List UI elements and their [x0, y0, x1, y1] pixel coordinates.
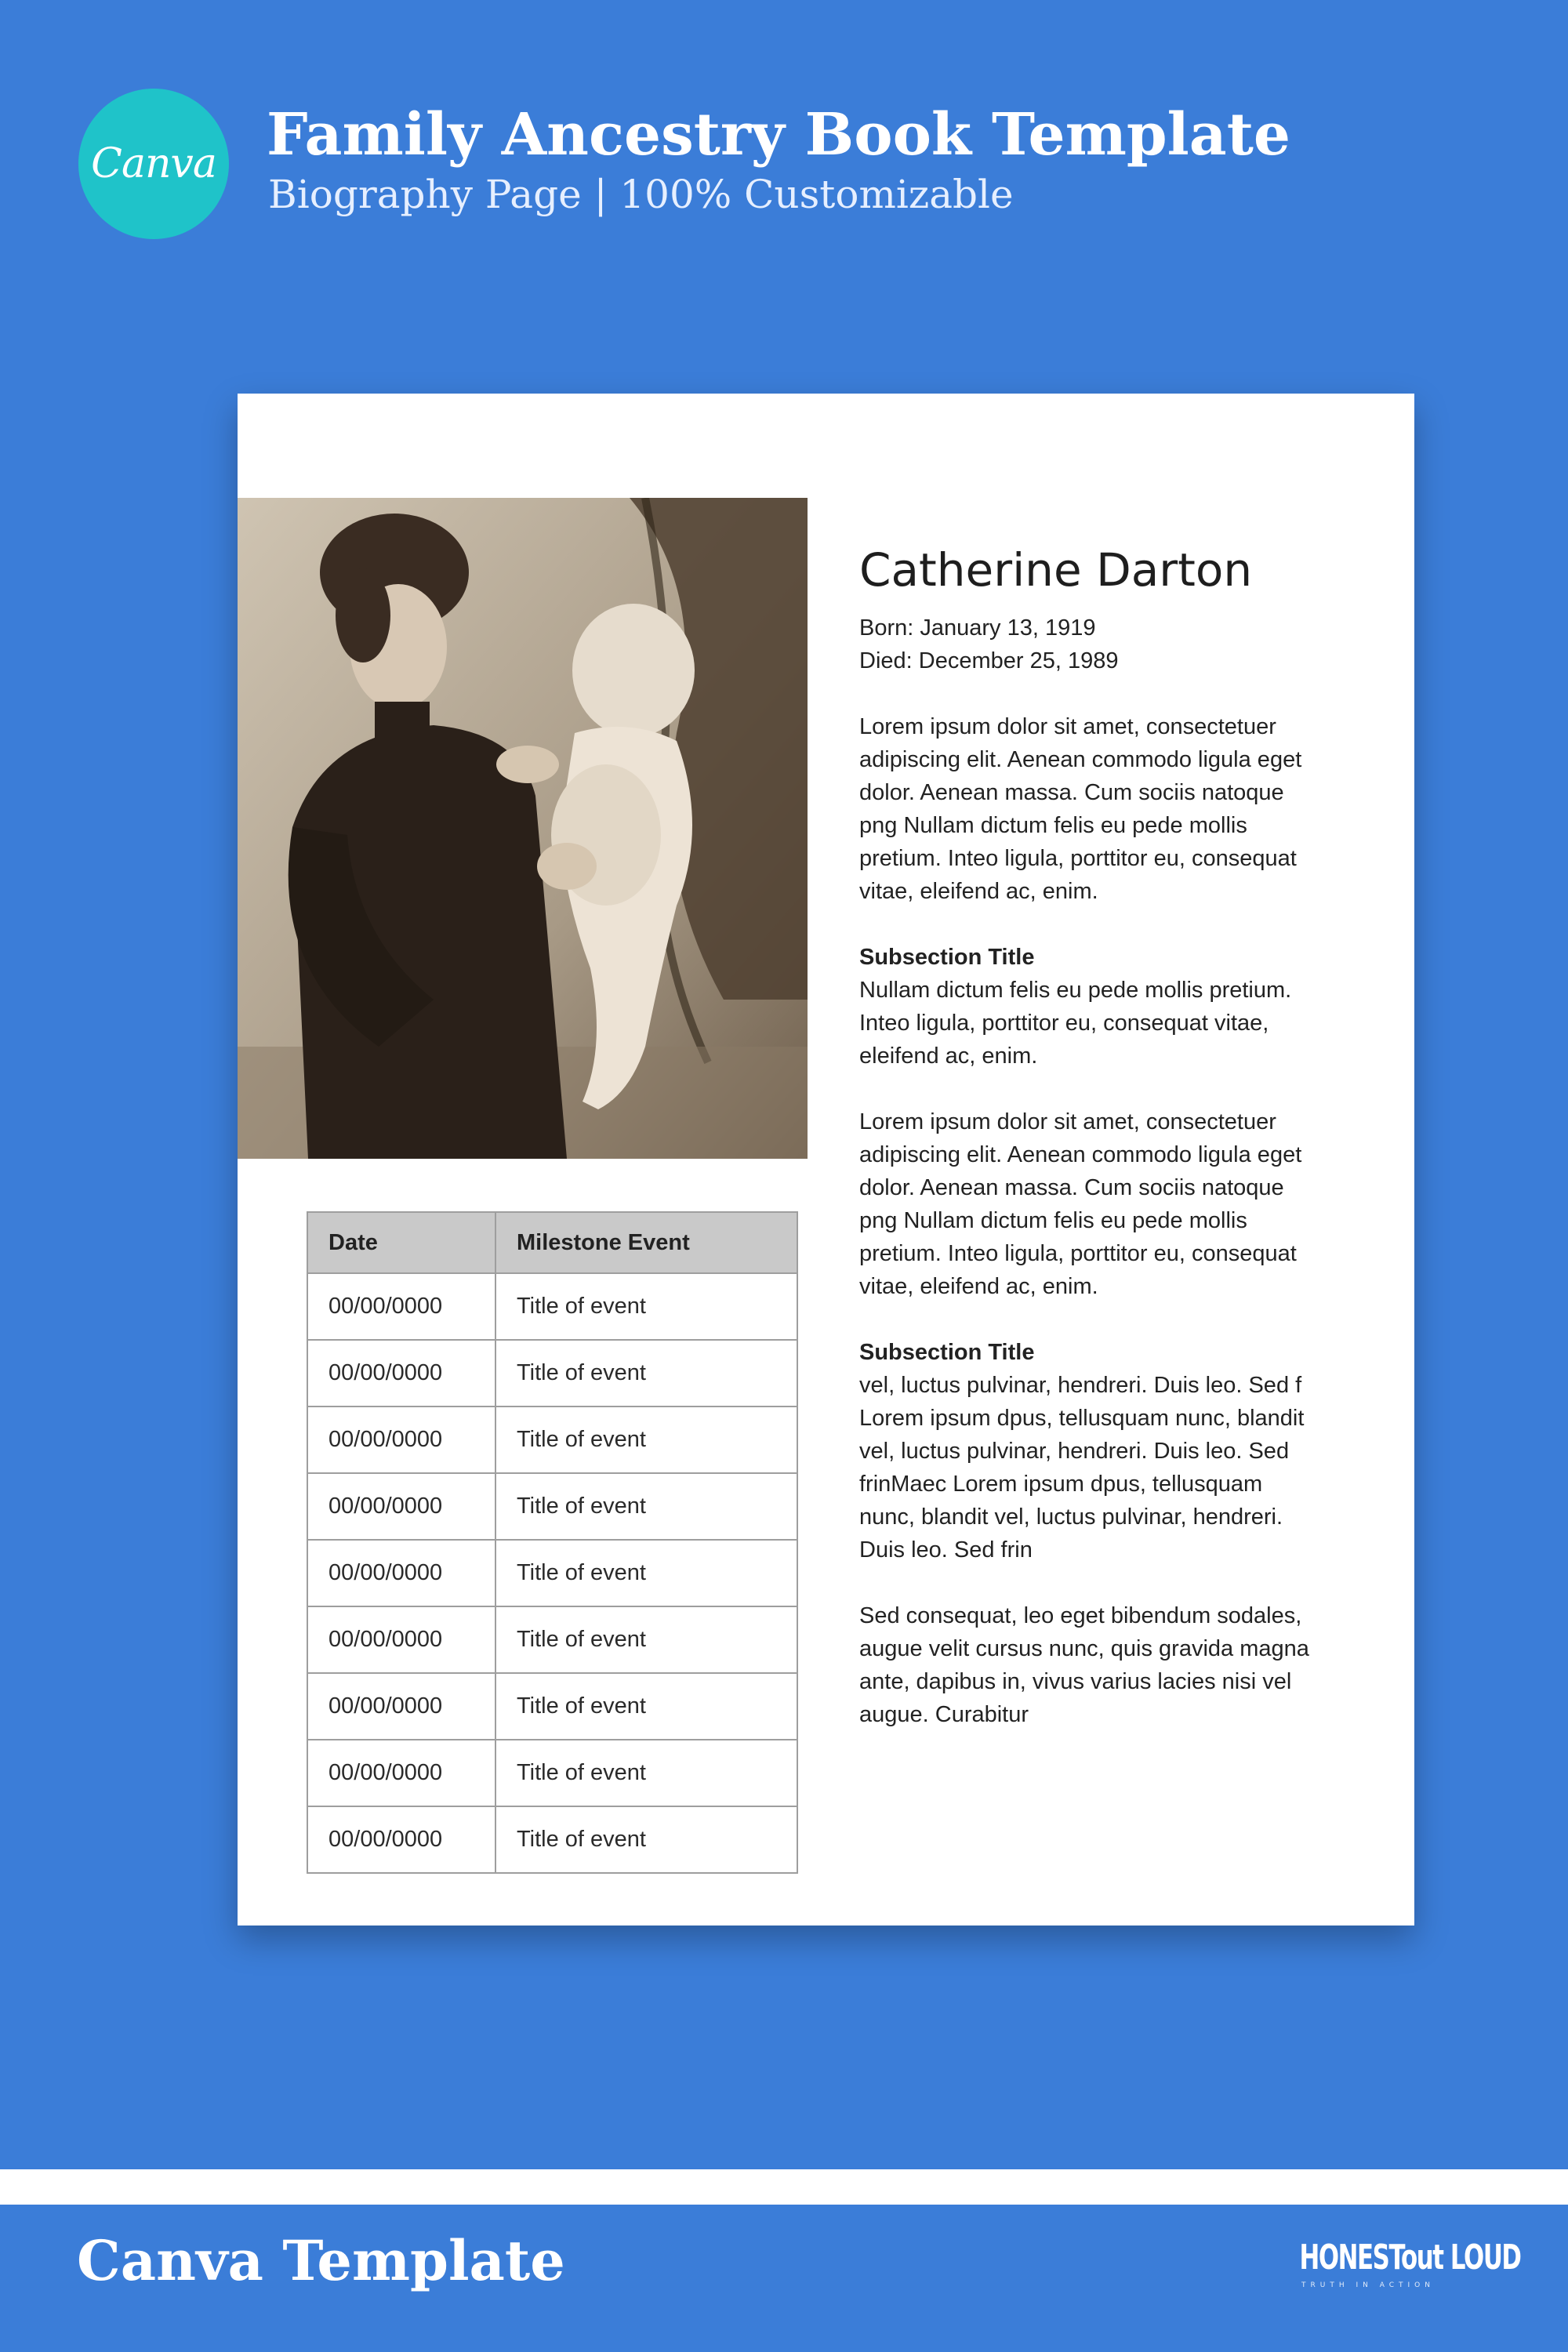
- death-date: Died: December 25, 1989: [859, 648, 1119, 673]
- table-row: [307, 1406, 797, 1473]
- footer-divider: [0, 2169, 1568, 2205]
- photo-illustration: [238, 498, 808, 1159]
- date-cell: 00/00/0000: [307, 1673, 495, 1740]
- table-row: [307, 1806, 797, 1873]
- table-row: [307, 1740, 797, 1806]
- birth-date: Born: January 13, 1919: [859, 615, 1096, 641]
- brand-logo: [1270, 2236, 1521, 2299]
- portrait-photo: [238, 498, 808, 1159]
- brand-tagline: TRUTH IN ACTION: [1301, 2281, 1435, 2289]
- subsection-title: Subsection Title: [859, 1340, 1035, 1365]
- date-cell: 00/00/0000: [307, 1740, 495, 1806]
- event-cell: Title of event: [495, 1606, 797, 1673]
- canva-logo: [78, 89, 229, 239]
- event-cell: Title of event: [495, 1673, 797, 1740]
- subsection-text: vel, luctus pulvinar, hendreri. Duis leo. Sed f Lorem ipsum dpus, tellusquam nunc, blandit vel, luctus pulvinar, hendreri. Duis leo. Sed frinMaec Lorem ipsum dpus, tellusquam nunc, blandit vel, luctus pulvinar, hendreri. Duis leo. Sed frin: [859, 1373, 1305, 1563]
- page-title: Family Ancestry Book Template: [267, 101, 1290, 169]
- table-row: [307, 1540, 797, 1606]
- date-cell: 00/00/0000: [307, 1540, 495, 1606]
- date-cell: 00/00/0000: [307, 1806, 495, 1873]
- bio-paragraph: Sed consequat, leo eget bibendum sodales, augue velit cursus nunc, quis gravida magna ante, dapibus in, vivus varius lacies nisi vel augue. Curabitur: [859, 1603, 1309, 1727]
- event-cell: Title of event: [495, 1740, 797, 1806]
- event-cell: Title of event: [495, 1473, 797, 1540]
- table-row: [307, 1473, 797, 1540]
- date-cell: 00/00/0000: [307, 1406, 495, 1473]
- event-cell: Title of event: [495, 1806, 797, 1873]
- footer-label: Canva Template: [77, 2228, 565, 2293]
- table-row: [307, 1273, 797, 1340]
- subsection-block: [859, 941, 1322, 1073]
- subsection-block: [859, 1336, 1322, 1566]
- date-cell: 00/00/0000: [307, 1606, 495, 1673]
- canva-logo-text: Canva: [91, 140, 216, 187]
- bio-paragraph: Lorem ipsum dolor sit amet, consectetuer adipiscing elit. Aenean commodo ligula eget dolor. Aenean massa. Cum sociis natoque png Nullam dictum felis eu pede mollis pretium. Inteo ligula, porttitor eu, consequat vitae, eleifend ac, enim.: [859, 1109, 1302, 1299]
- event-cell: Title of event: [495, 1273, 797, 1340]
- page-subtitle: Biography Page | 100% Customizable: [268, 172, 1014, 217]
- bio-paragraph: Lorem ipsum dolor sit amet, consectetuer adipiscing elit. Aenean commodo ligula eget dolor. Aenean massa. Cum sociis natoque png Nullam dictum felis eu pede mollis pretium. Inteo ligula, porttitor eu, consequat vitae, eleifend ac, enim.: [859, 714, 1302, 904]
- brand-wordmark: HONESTout LOUD: [1299, 2238, 1521, 2278]
- date-cell: 00/00/0000: [307, 1273, 495, 1340]
- event-cell: Title of event: [495, 1406, 797, 1473]
- table-header-row: [307, 1212, 797, 1273]
- date-cell: 00/00/0000: [307, 1340, 495, 1406]
- subsection-title: Subsection Title: [859, 945, 1035, 970]
- biography-text: [859, 612, 1322, 1764]
- date-column-header: Date: [307, 1212, 495, 1273]
- event-cell: Title of event: [495, 1540, 797, 1606]
- event-column-header: Milestone Event: [495, 1212, 797, 1273]
- person-name: Catherine Darton: [859, 543, 1253, 597]
- event-cell: Title of event: [495, 1340, 797, 1406]
- milestone-table: [307, 1211, 798, 1874]
- table-row: [307, 1340, 797, 1406]
- subsection-text: Nullam dictum felis eu pede mollis pretium. Inteo ligula, porttitor eu, consequat vitae, eleifend ac, enim.: [859, 978, 1292, 1069]
- date-cell: 00/00/0000: [307, 1473, 495, 1540]
- template-preview-card: [238, 394, 1414, 1926]
- table-row: [307, 1673, 797, 1740]
- table-row: [307, 1606, 797, 1673]
